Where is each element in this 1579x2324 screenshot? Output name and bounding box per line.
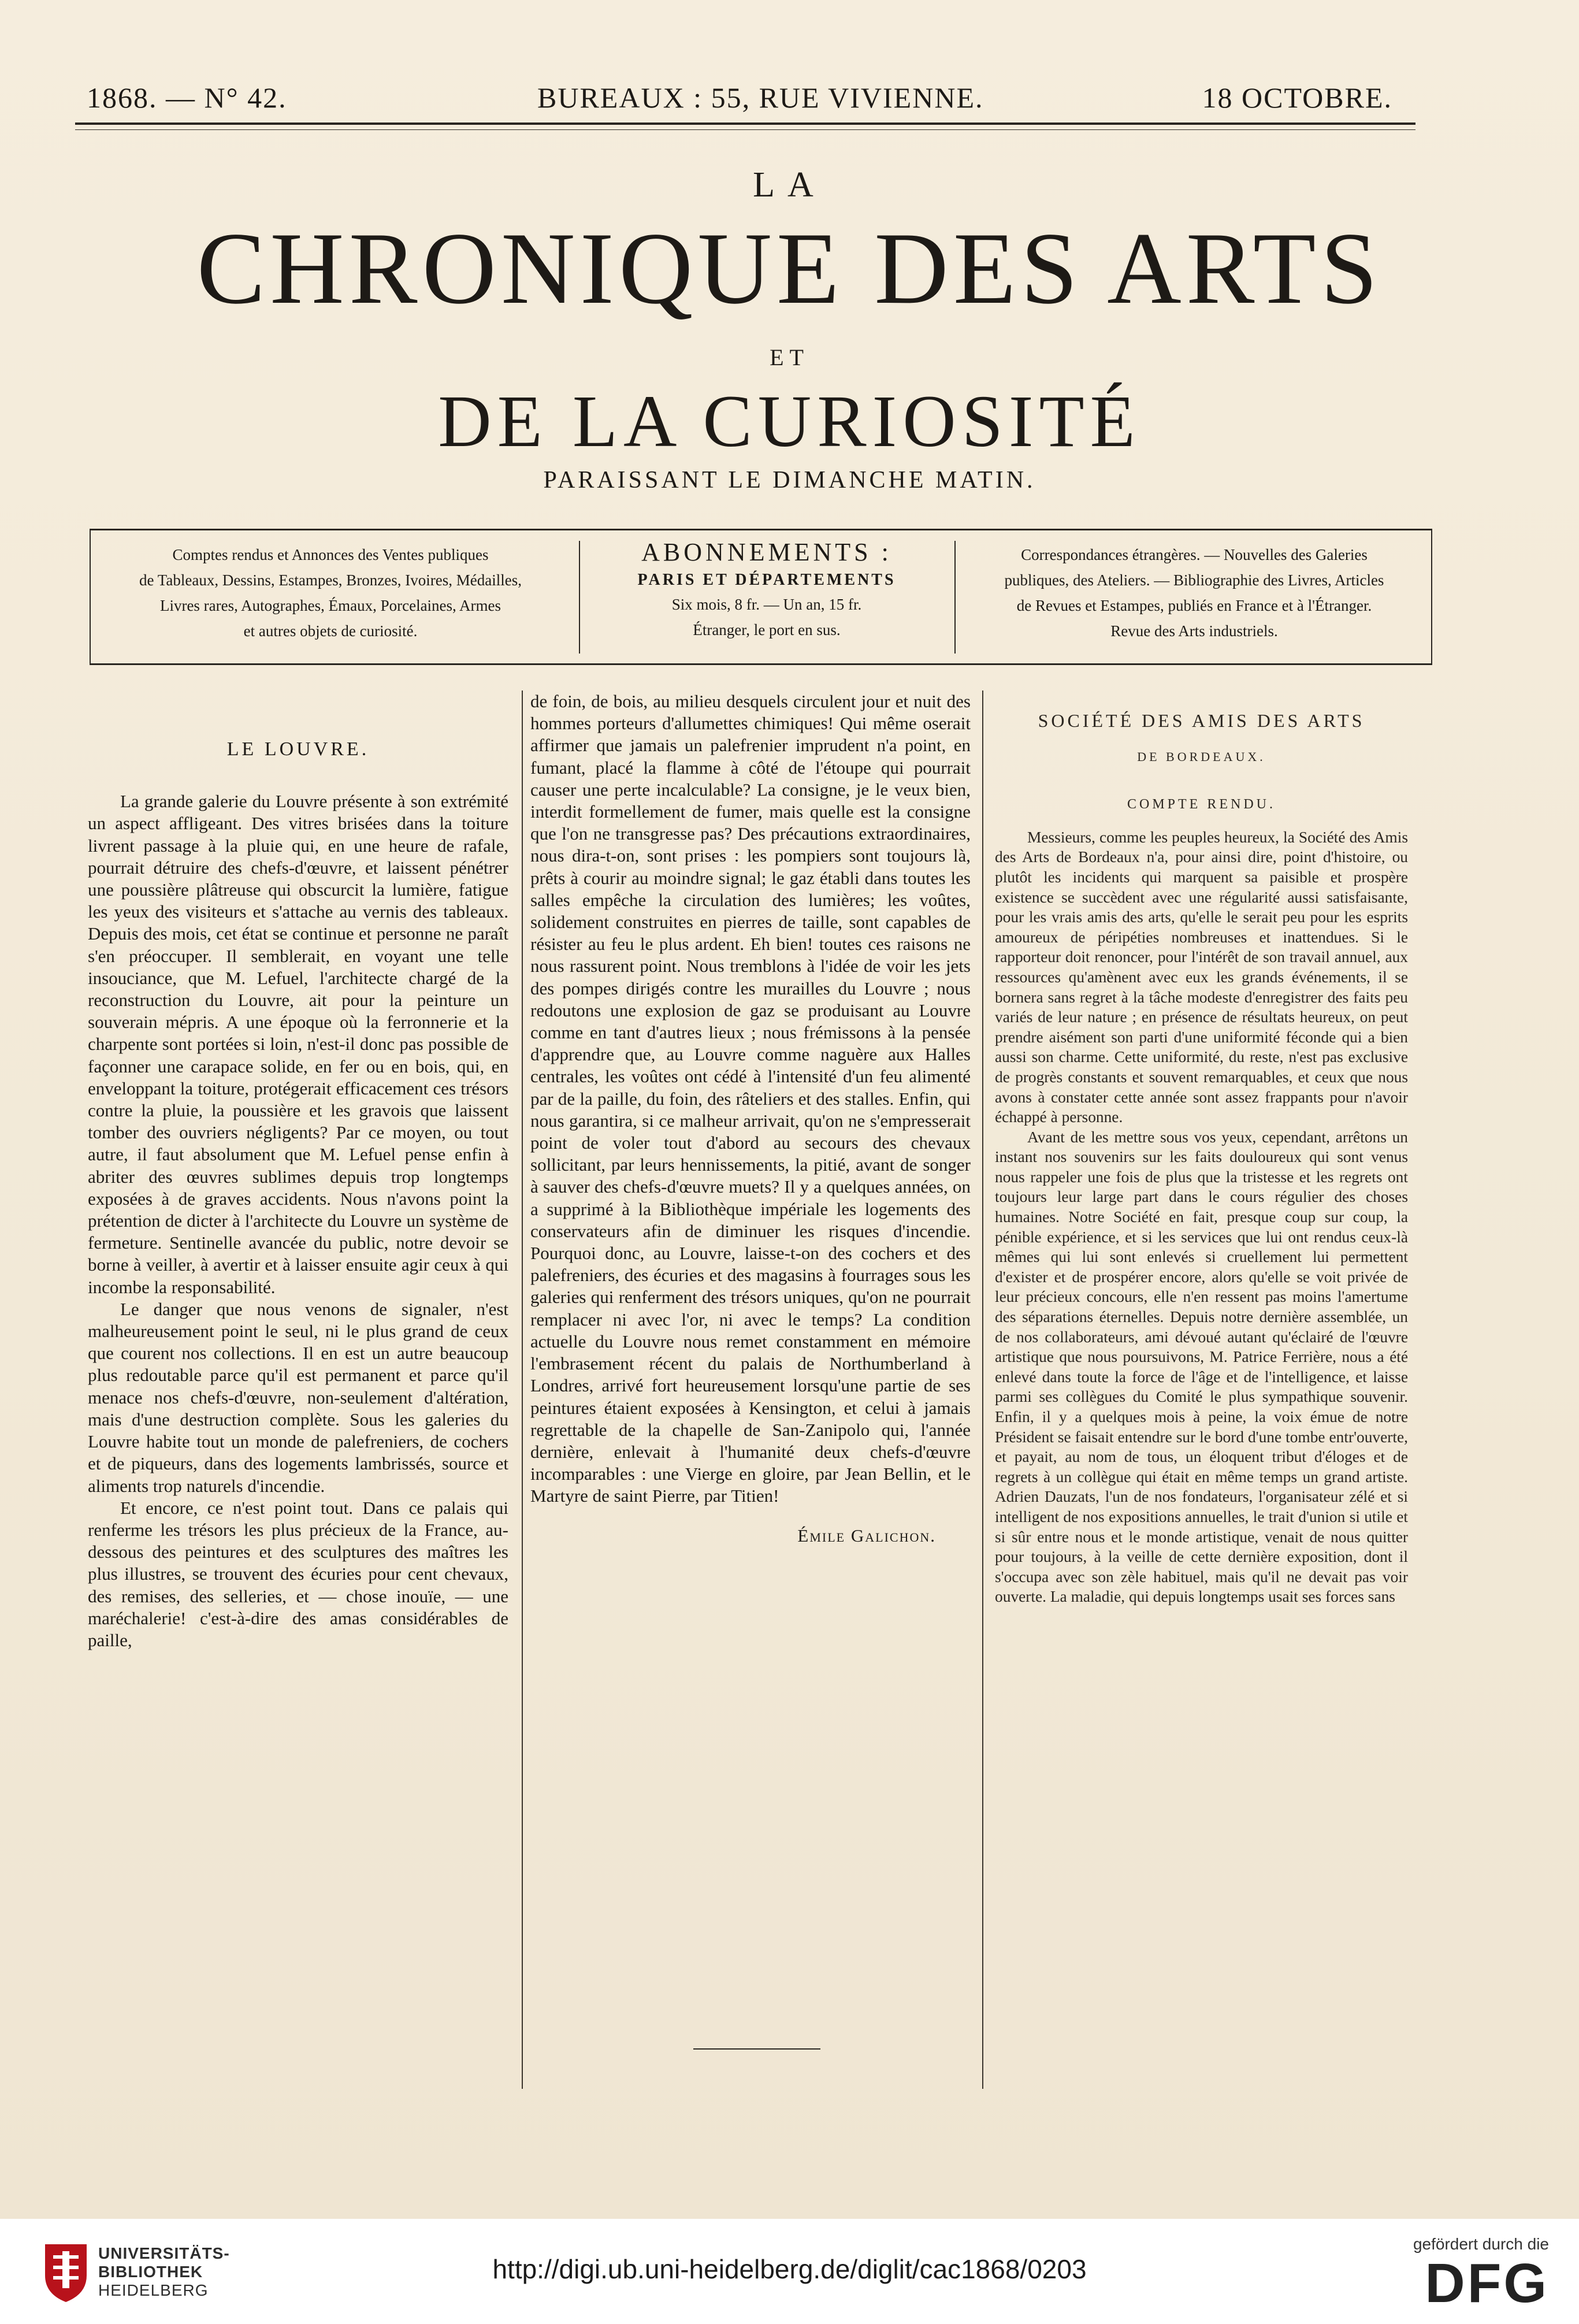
article-signature: Émile Galichon. [797,1525,936,1546]
infobox-right-line: publiques, des Ateliers. — Bibliographie des Livres, Articles [1004,571,1384,589]
article-paragraph: Avant de les mettre sous vos yeux, cependant, arrêtons un instant nos souvenirs sur les faits douloureux qui sont venus nous rappeler une fois de plus que la tristesse et les regrets ont toujours leur large part dans le cours régulier des choses humaines. Notre Société en fait, presque coup sur coup, la pénible expérience, et si les services que lui ont rendus ceux-là mêmes qui lui sont enlevés si cruellement lui permettent d'exister et de prospérer encore, alors qu'elle se voit privée de leur précieux concours, elle n'en ressent pas moins l'amertume des séparations éternelles. Depuis notre dernière assemblée, un de nos collaborateurs, ami dévoué autant qu'éclairé de l'œuvre artistique que nous poursuivons, M. Patrice Ferrière, nous a été enlevé dans toute la force de l'âge et de l'intelligence, et laisse parmi ses collègues du Comité le plus sympathique souvenir. Enfin, il y a quelques mois à peine, la voix émue de notre Président se faisait entendre sur le bord d'une tombe entr'ouverte, et payait, au nom de tous, un éloquent tribut d'éloges et de regrets à un collègue qui était en même temps un grand artiste. Adrien Dauzats, l'un de nos fondateurs, l'organisateur zélé et si intelligent de nos expositions annuelles, le trait d'union si utile et si sûr entre nous et le monde artistique, venait de nous quitter pour toujours, à la veille de cette dernière exposition, dont il s'occupa avec son zèle habituel, mais qu'il ne devait pas voir ouverte. La maladie, qui depuis longtemps usait ses forces sans [995,1128,1408,1606]
university-line: BIBLIOTHEK [98,2263,203,2281]
subscription-foreign: Étranger, le port en sus. [693,621,841,638]
article-paragraph: de foin, de bois, au milieu desquels circulent jour et nuit des hommes porteurs d'allumettes chimiques! Qui même oserait affirmer que jamais un palefrenier imprudent n'a point, en fumant, placé la flamme à côté de l'étoupe qui pourrait causer une perte incalculable? La consigne, je le veux bien, interdit formellement de fumer, mais quelle est la consigne que l'on ne transgresse pas? Des précautions extraordinaires, nous dira-t-on, sont prises : les pompiers sont toujours là, prêts à courir au moindre signal; le gaz établi dans toutes les salles empêche la circulation des lumières; les voûtes, solidement construites en pierres de taille, sont capables de résister au feu le plus ardent. Eh bien! toutes ces raisons ne nous rassurent point. Nous tremblons à l'idée de voir les jets des pompes dirigés contre les murailles du Louvre ; nous redoutons une explosion de gaz se produisant au Louvre comme en tant d'autres lieux ; nous frémissons à la pensée d'apprendre que, au Louvre comme naguère aux Halles centrales, les voûtes ont cédé à l'intensité d'un feu alimenté par de la paille, du foin, des râteliers et des stalles. Enfin, qui nous garantira, si ce malheur arrivait, qu'on ne s'empresserait point de voler tout d'abord au secours des chevaux sollicitant, par leurs hennissements, la pitié, avant de songer à sauver des chefs-d'œuvre muets? Il y a quelques années, on a supprimé à la Bibliothèque impériale les logements des conservateurs afin de diminuer les risques d'incendie. Pourquoi donc, au Louvre, laisse-t-on des cochers et des palefreniers, des écuries et des magasins à fourrages sous les galeries qui renferment des trésors uniques, qu'on ne pourrait remplacer ni avec l'or, ni avec le temps? La condition actuelle du Louvre nous remet constamment en mémoire l'embrasement récent du palais de Northumberland à Londres, arrivé fort heureusement lorsqu'une partie de ses peintures étaient exposées à Kensington, et celui à jamais regrettable de la chapelle de San-Zanipolo qui, l'année dernière, enlevait à l'humanité deux chefs-d'œuvre incomparables : une Vierge en gloire, par Jean Bellin, et le Martyre de saint Pierre, par Titien! [530,691,971,1506]
header-rule-thin [75,129,1415,130]
university-line: HEIDELBERG [98,2281,209,2299]
article-end-rule [693,2048,820,2050]
issue-number: 1868. — N° 42. [87,81,287,114]
article-louvre-column2 [530,690,971,1547]
infobox-left-line: Livres rares, Autographes, Émaux, Porcelaines, Armes [159,597,501,614]
infobox-divider [954,541,956,654]
infobox-left-line: de Tableaux, Dessins, Estampes, Bronzes, Ivoires, Médailles, [139,571,522,589]
article2-subtitle: DE BORDEAUX. [1137,749,1266,764]
subscriptions-title: ABONNEMENTS : [641,538,892,566]
article-paragraph: Et encore, ce n'est point tout. Dans ce palais qui renferme les trésors les plus précieux de la France, au-dessous des peintures et des sculptures des maîtres les plus illustres, se trouvent des écuries pour cent chevaux, des remises, des selleries, et — chose inouïe, — une maréchalerie! c'est-à-dire des amas considérables de paille, [88,1497,508,1650]
masthead-subtitle: PARAISSANT LE DIMANCHE MATIN. [543,467,1036,493]
infobox-right-line: de Revues et Estampes, publiés en France et à l'Étranger. [1016,597,1372,614]
article-paragraph: Messieurs, comme les peuples heureux, la Société des Amis des Arts de Bordeaux n'a, pour ainsi dire, point d'histoire, ou plutôt les incidents qui marquent sa paisible et prospère existence se succèdent avec une régularité aussi satisfaisante, pour les vrais amis des arts, qu'elle le serait peu pour les esprits amoureux de péripéties nombreuses et inattendues. Si le rapporteur doit renoncer, pour l'intérêt de son travail annuel, aux ressources qu'amènent avec eux les grands événements, il se bornera sans regret à la tâche modeste d'enregistrer des faits peu variés de leur nature ; en présence de résultats heureux, on peut prendre aisément son parti d'une uniformité féconde qui a bien aussi son charme. Cette uniformité, du reste, n'est pas exclusive de progrès constants et souvent remarquables, et ceux que nous avons à constater cette année sont assez frappants pour n'avoir échappé à personne. [995,828,1408,1126]
masthead-et: ET [770,344,809,370]
article-paragraph: Le danger que nous venons de signaler, n'est malheureusement point le seul, ni le plus grand de ceux que courent nos collections. Il en est un autre beaucoup plus redoutable parce qu'il est permanent et parce qu'il menace nos chefs-d'œuvre, non-seulement d'altération, mais d'une destruction complète. Sous les galeries du Louvre habite tout un monde de palefreniers, de cochers et de piqueurs, dans des logements lambrissés, source et aliments trop naturels d'incendie. [88,1298,508,1496]
infobox-contents-right [960,542,1428,644]
infobox-right-line: Correspondances étrangères. — Nouvelles des Galeries [1021,546,1368,563]
infobox-left-line: Comptes rendus et Annonces des Ventes publiques [172,546,489,563]
masthead-title-line2: DE LA CURIOSITÉ [438,380,1141,462]
permalink-url[interactable]: http://digi.ub.uni-heidelberg.de/diglit/cac1868/0203 [492,2254,1087,2284]
library-footer [0,2219,1579,2324]
infobox-divider [579,541,580,654]
masthead-title-line1: CHRONIQUE DES ARTS [196,211,1383,325]
subscriptions-region: PARIS ET DÉPARTEMENTS [637,571,896,589]
article2-title: SOCIÉTÉ DES AMIS DES ARTS [1038,710,1365,731]
dfg-logo: DFG [1425,2252,1549,2314]
article-title: LE LOUVRE. [226,738,370,760]
article-paragraph: La grande galerie du Louvre présente à son extrémité un aspect affligeant. Des vitres brisées dans la toiture livrent passage à la pluie qui, en une heure de rafale, pourrait détruire des chefs-d'œuvre, et laissent pénétrer une poussière plâtreuse qui obscurcit la lumière, fatigue les yeux des visiteurs et s'attache au vernis des tableaux. Depuis des mois, cet état se continue et personne ne paraît s'en préoccuper. Il semblerait, en voyant une telle insouciance, que M. Lefuel, l'architecte chargé de la reconstruction du Louvre, ait pour la peinture un souverain mépris. A une époque où la ferronnerie et la charpente sont portées si loin, n'est-il donc pas possible de façonner une carapace solide, en fer ou en bois, qui, en enveloppant la toiture, protégerait efficacement ces trésors contre la pluie, la poussière et les gravois que laissent tomber des ouvriers négligents? Par ce moyen, ou tout autre, il faut absolument que M. Lefuel pense enfin à abriter des œuvres sublimes depuis trop longtemps exposées à de graves accidents. Nous n'avons point la prétention de dicter à l'architecte du Louvre un système de fermeture. Sentinelle avancée du public, notre devoir se borne à veiller, à avertir et à laisser ensuite agir ceux à qui incombe la responsabilité. [88,791,508,1297]
header-rule [75,122,1415,125]
funding-note: gefördert durch die [1413,2235,1549,2253]
article-bordeaux-column [995,711,1408,1607]
infobox-left-line: et autres objets de curiosité. [243,622,418,640]
article-louvre-column1 [88,738,508,1651]
infobox-subscriptions [588,536,946,643]
infobox-contents-left [91,542,570,644]
issue-header [87,81,1392,116]
bureau-address: BUREAUX : 55, RUE VIVIENNE. [537,81,984,114]
article2-section: COMPTE RENDU. [1127,797,1276,812]
column-divider [982,690,983,2089]
subscription-price: Six mois, 8 fr. — Un an, 15 fr. [671,596,862,613]
column-divider [522,690,523,2089]
university-line: UNIVERSITÄTS- [98,2244,230,2262]
infobox-right-line: Revue des Arts industriels. [1110,622,1278,640]
subscription-box [90,529,1432,665]
masthead-la: LA [753,165,826,205]
issue-date: 18 OCTOBRE. [1202,81,1392,114]
